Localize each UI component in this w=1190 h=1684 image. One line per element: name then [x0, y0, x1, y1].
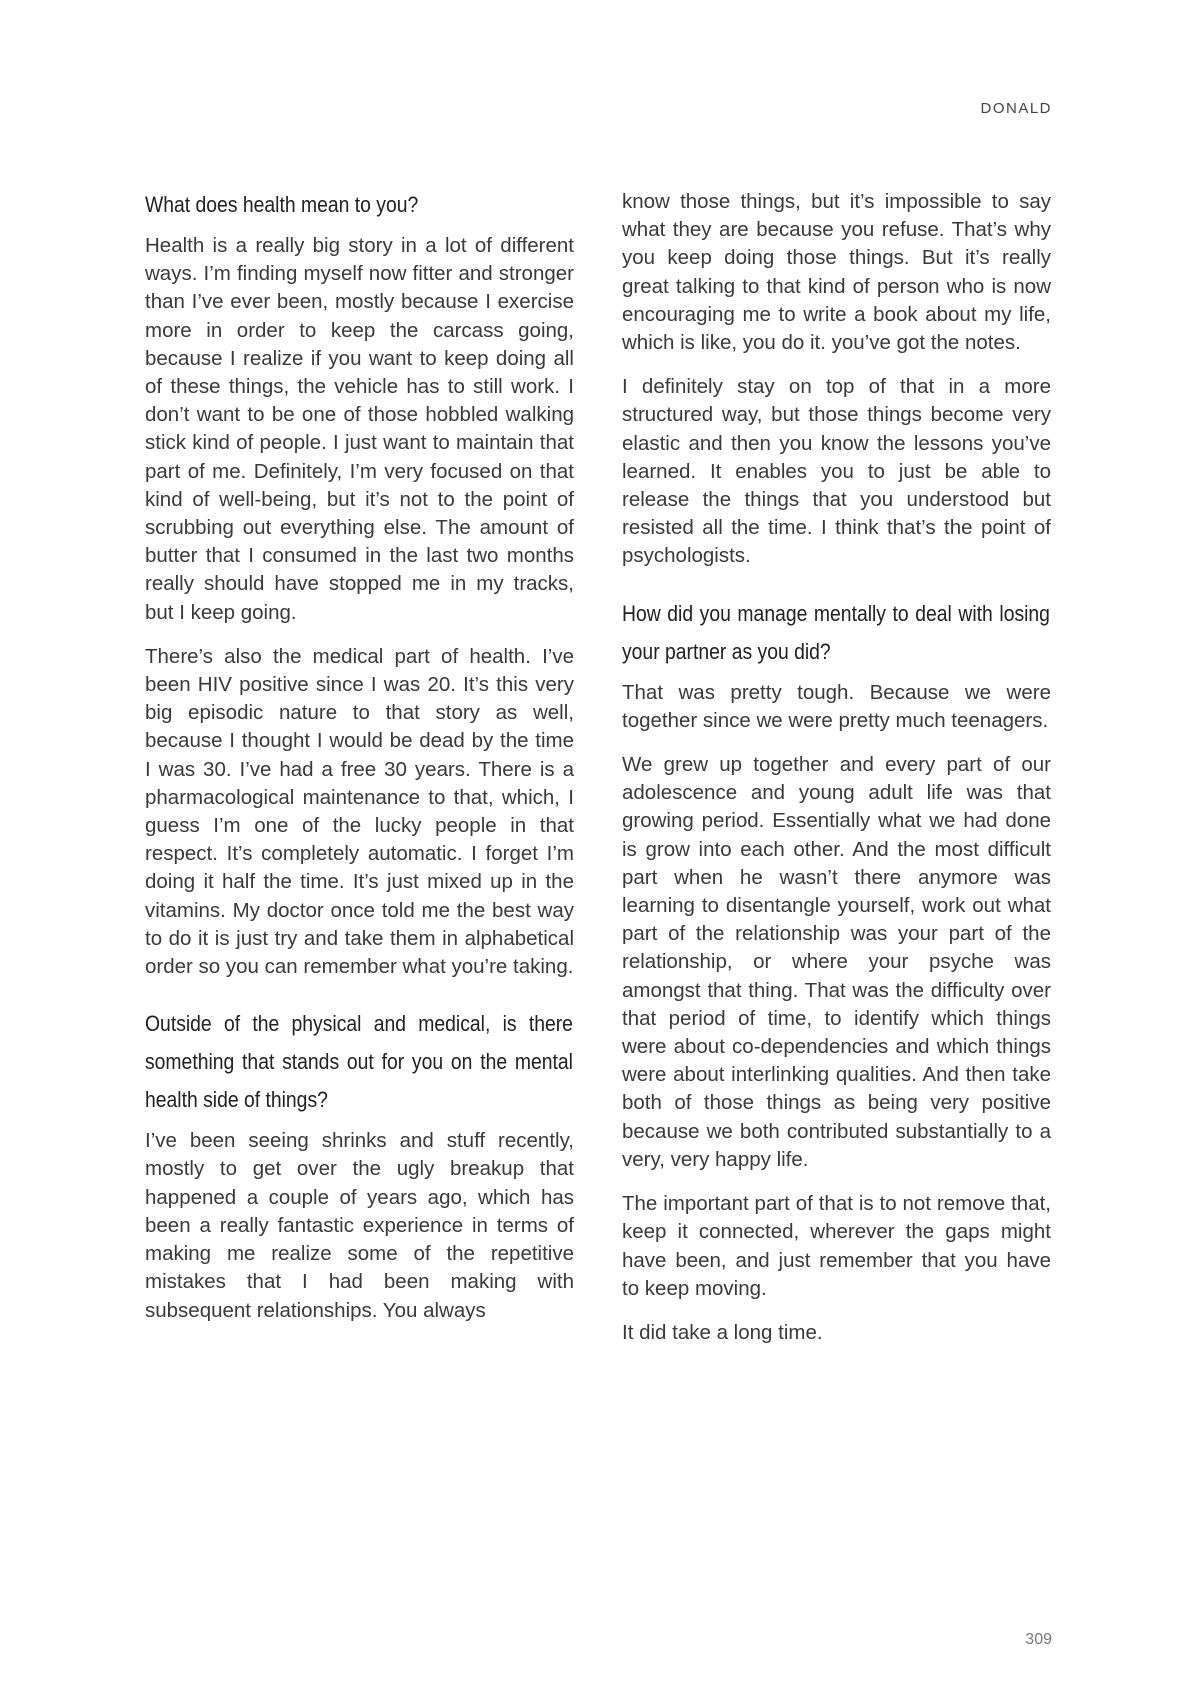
- answer-paragraph: I definitely stay on top of that in a more structured way, but those things become very elastic and then you know the lessons you’ve learned. It enables you to just be able to release the things that you understood but resisted all the time. I think that’s the point of psychologists.: [622, 375, 1051, 568]
- answer-paragraph: Health is a really big story in a lot of different ways. I’m finding myself now fitter and stronger than I’ve ever been, mostly because I exercise more in order to keep the carcass going, because I realize if you want to keep doing all of these things, the vehicle has to still work. I don’t want to be one of those hobbled walking stick kind of people. I just want to maintain that part of me. Definitely, I’m very focused on that kind of well-being, but it’s not to the point of scrubbing out everything else. The amount of butter that I consumed in the last two months really should have stopped me in my tracks, but I keep going.: [145, 234, 574, 624]
- question-heading: How did you manage mentally to deal with losing your partner as you did?: [622, 600, 1050, 664]
- answer-paragraph: We grew up together and every part of our adolescence and young adult life was that growing period. Essentially what we had done is grow into each other. And the most difficult part when he wasn’t there anymore was learning to disentangle yourself, work out what part of the relationship was your part of the relationship, or where your psyche was amongst that thing. That was the difficulty over that period of time, to identify which things were about co-dependencies and which things were about interlinking qualities. And then take both of those things as being very positive because we both contributed substantially to a very, very happy life.: [622, 753, 1051, 1171]
- answer-paragraph: The important part of that is to not remove that, keep it connected, wherever the gaps might have been, and just remember that you have to keep moving.: [622, 1192, 1051, 1300]
- page-number: 309: [1025, 1631, 1052, 1648]
- left-column: [145, 186, 574, 1341]
- answer-paragraph: I’ve been seeing shrinks and stuff recently, mostly to get over the ugly breakup that happened a couple of years ago, which has been a really fantastic experience in terms of making me realize some of the repetitive mistakes that I had been making with subsequent relationships. You always: [145, 1129, 574, 1322]
- question-heading: What does health mean to you?: [145, 192, 419, 217]
- answer-paragraph: That was pretty tough. Because we were together since we were pretty much teenagers.: [622, 680, 1051, 732]
- right-column: [622, 188, 1051, 1363]
- answer-paragraph: know those things, but it’s impossible to say what they are because you refuse. That’s why you keep doing those things. But it’s really great talking to that kind of person who is now encouraging me to write a book about my life, which is like, you do it. you’ve got the notes.: [622, 190, 1051, 355]
- question-heading: Outside of the physical and medical, is there something that stands out for you on the mental health side of things?: [145, 1011, 573, 1113]
- answer-paragraph: It did take a long time.: [622, 1320, 823, 1344]
- running-head: DONALD: [980, 100, 1052, 117]
- answer-paragraph: There’s also the medical part of health. I’ve been HIV positive since I was 20. It’s this very big episodic nature to that story as well, because I thought I would be dead by the time I was 30. I’ve had a free 30 years. There is a pharmacological maintenance to that, which, I guess I’m one of the lucky people in that respect. It’s completely automatic. I forget I’m doing it half the time. It’s just mixed up in the vitamins. My doctor once told me the best way to do it is just try and take them in alphabetical order so you can remember what you’re taking.: [145, 644, 574, 979]
